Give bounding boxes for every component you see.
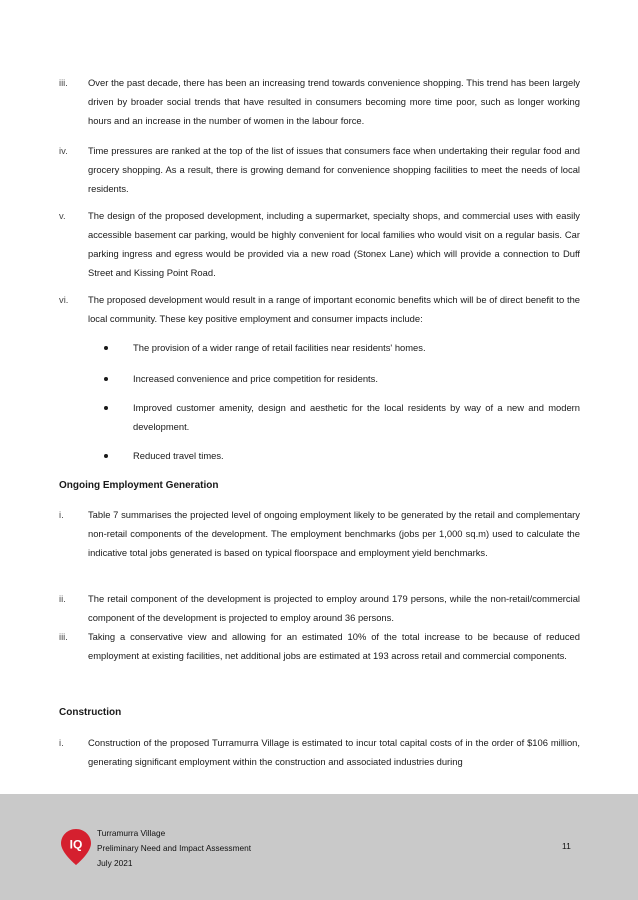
item-text: Time pressures are ranked at the top of the list of issues that consumers face when undertaking their regular food and grocery shopping. As a result, there is growing demand for convenience shopping facilities to meet the needs of local residents. xyxy=(88,145,580,194)
footer-date: July 2021 xyxy=(97,858,133,868)
logo-text: IQ xyxy=(69,837,83,852)
section-heading: Ongoing Employment Generation xyxy=(59,480,219,491)
list-item xyxy=(59,73,580,130)
list-item xyxy=(59,505,580,562)
page-number: 11 xyxy=(562,841,571,851)
item-number: ii. xyxy=(59,593,66,604)
list-item xyxy=(59,627,580,665)
bullet-item xyxy=(104,446,580,465)
item-number: i. xyxy=(59,509,64,520)
item-text: Table 7 summarises the projected level of ongoing employment likely to be generated by the retail and complementary non-retail components of the development. The employment benchmarks (jobs per 1,000 sq.m) used to calculate the indicative total jobs generated is based on typical floorspace and employment yield benchmarks. xyxy=(88,509,580,558)
item-number: i. xyxy=(59,737,64,748)
footer-info xyxy=(97,826,251,871)
bullet-text: Improved customer amenity, design and aesthetic for the local residents by way of a new and modern development. xyxy=(133,402,580,432)
list-item xyxy=(59,141,580,198)
bullet-item xyxy=(104,369,580,388)
item-text: Construction of the proposed Turramurra Village is estimated to incur total capital costs of in the order of $106 million, generating significant employment within the construction and associated industries during xyxy=(88,737,580,767)
section-heading: Construction xyxy=(59,707,122,718)
item-text: Taking a conservative view and allowing for an estimated 10% of the total increase to be because of reduced employment at existing facilities, net additional jobs are estimated at 193 across retail and commercial components. xyxy=(88,631,580,661)
bullet-dot-icon xyxy=(104,346,108,350)
bullet-dot-icon xyxy=(104,406,108,410)
footer-report-title: Preliminary Need and Impact Assessment xyxy=(97,843,252,853)
page-footer xyxy=(0,794,638,900)
bullet-text: Reduced travel times. xyxy=(133,450,224,461)
list-item xyxy=(59,206,580,282)
list-item xyxy=(59,733,580,771)
item-number: vi. xyxy=(59,294,69,305)
item-text: The design of the proposed development, including a supermarket, specialty shops, and commercial uses with easily accessible basement car parking, would be highly convenient for local families who would visit on a regular basis. Car parking ingress and egress would be provided via a new road (Stonex Lane) which will provide a connection to Duff Street and Kissing Point Road. xyxy=(88,210,580,278)
bullet-item xyxy=(104,338,580,357)
list-item xyxy=(59,589,580,627)
item-number: iii. xyxy=(59,77,68,88)
item-text: Over the past decade, there has been an increasing trend towards convenience shopping. This trend has been largely driven by broader social trends that have resulted in consumers becoming more time poor, such as longer working hours and an increase in the number of women in the labour force. xyxy=(88,77,580,126)
bullet-text: The provision of a wider range of retail facilities near residents' homes. xyxy=(133,342,426,353)
iq-logo-icon xyxy=(60,828,92,866)
bullet-dot-icon xyxy=(104,377,108,381)
item-number: v. xyxy=(59,210,66,221)
bullet-text: Increased convenience and price competition for residents. xyxy=(133,373,378,384)
list-item xyxy=(59,290,580,328)
item-number: iv. xyxy=(59,145,68,156)
footer-project-name: Turramurra Village xyxy=(97,828,166,838)
item-text: The proposed development would result in a range of important economic benefits which will be of direct benefit to the local community. These key positive employment and consumer impacts include: xyxy=(88,294,580,324)
item-number: iii. xyxy=(59,631,68,642)
bullet-item xyxy=(104,398,580,436)
item-text: The retail component of the development is projected to employ around 179 persons, while the non-retail/commercial component of the development is projected to employ around 36 persons. xyxy=(88,593,580,623)
bullet-dot-icon xyxy=(104,454,108,458)
